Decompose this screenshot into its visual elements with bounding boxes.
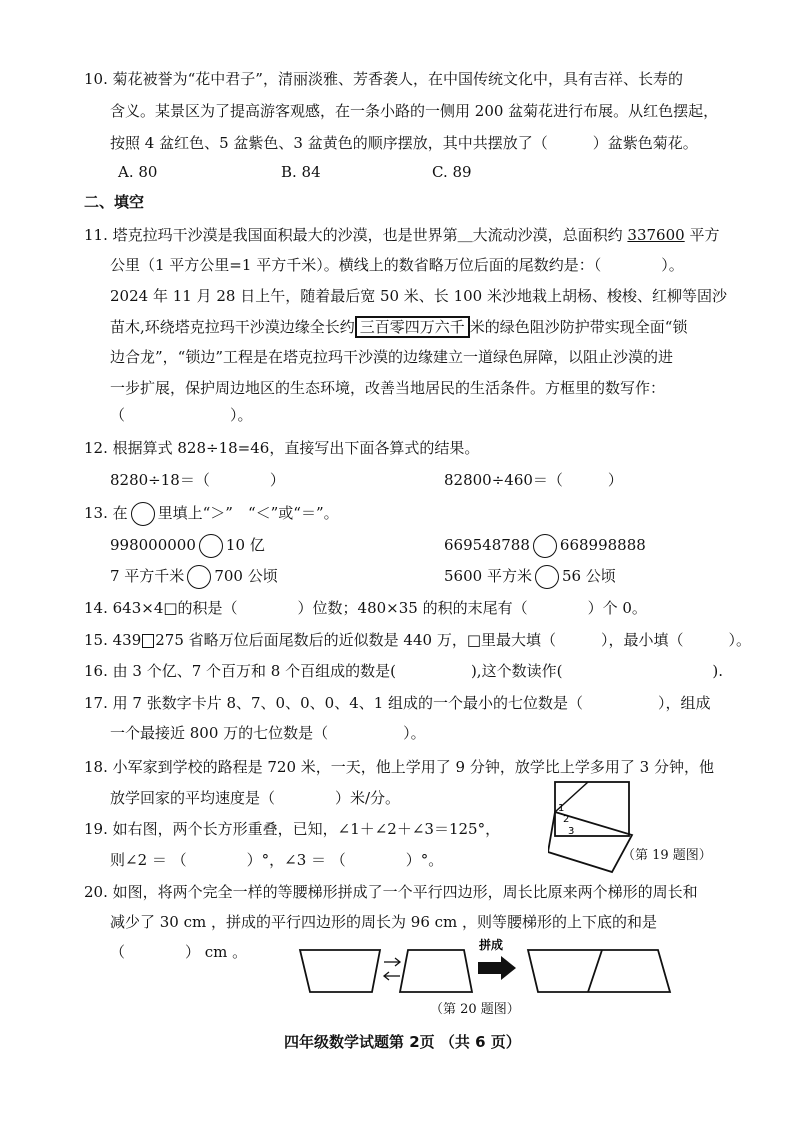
- tilted-rectangle: [548, 812, 632, 872]
- q11-line-4: [110, 317, 687, 337]
- q10-option-c: C. 89: [432, 163, 472, 181]
- q11-area-number: 337600: [627, 226, 685, 244]
- q15-b: 275 省略万位后面尾数后的近似数是 440 万，□里最大填（ ），最小填（ ）。: [155, 631, 752, 649]
- q20-figure: [298, 932, 702, 998]
- q11-line-1-a: 11. 塔克拉玛干沙漠是我国面积最大的沙漠，也是世界第＿大流动沙漠，总面积约: [84, 226, 628, 244]
- q11-line-1: [84, 225, 719, 245]
- parallelogram-divider: [588, 950, 602, 992]
- q13-value: 5600 平方米: [444, 567, 532, 585]
- q10-line-3: 按照 4 盆红色、5 盆紫色、3 盆黄色的顺序摆放，其中共摆放了（ ）盆紫色菊花。: [110, 134, 698, 152]
- combine-label: 拼成: [479, 938, 504, 952]
- q13-value: 998000000: [110, 536, 196, 554]
- q12-equation-1: 8280÷18＝（ ）: [110, 471, 285, 489]
- q19-caption: （第 19 题图）: [622, 848, 712, 863]
- q20-line-3: （ ） cm 。: [110, 943, 248, 961]
- q17-line-1: 17. 用 7 张数字卡片 8、7、0、0、0、4、1 组成的一个最小的七位数是（ ），组成: [84, 694, 711, 712]
- q13-value: 669548788: [444, 536, 530, 554]
- horizontal-rectangle: [555, 782, 629, 836]
- q11-line-1-b: 平方: [684, 226, 720, 244]
- q20-line-1: 20. 如图，将两个完全一样的等腰梯形拼成了一个平行四边形，周长比原来两个梯形的周长和: [84, 883, 698, 901]
- q11-boxed-number: 三百零四万六千: [355, 316, 470, 338]
- q13-stem-a: 13. 在: [84, 504, 128, 522]
- q18-line-1: 18. 小军家到学校的路程是 720 米，一天，他上学用了 9 分钟，放学比上学多用了 3 分钟，他: [84, 758, 714, 776]
- q10-line-1: 10. 菊花被誉为“花中君子”，清丽淡雅、芳香袭人，在中国传统文化中，具有吉祥、长寿的: [84, 70, 683, 88]
- q13-stem: [84, 502, 339, 526]
- q13-row-1-left: [110, 534, 265, 558]
- q20-caption: （第 20 题图）: [430, 1002, 520, 1017]
- q13-stem-b: 里填上“＞” “＜”或“＝”。: [157, 504, 339, 522]
- q12-stem: 12. 根据算式 828÷18=46，直接写出下面各算式的结果。: [84, 439, 480, 457]
- q16-line: 16. 由 3 个亿、7 个百万和 8 个百组成的数是( ),这个数读作( ).: [84, 662, 724, 680]
- q11-line-4-a: 苗木,环绕塔克拉玛干沙漠边缘全长约: [110, 318, 355, 336]
- compare-circle-input[interactable]: [535, 565, 559, 589]
- compare-circle-input[interactable]: [533, 534, 557, 558]
- q13-row-2-right: [444, 565, 616, 589]
- angle-3-label: 3: [568, 826, 575, 837]
- q11-line-6: 一步扩展，保护周边地区的生态环境，改善当地居民的生活条件。方框里的数写作：: [110, 379, 666, 397]
- compare-circle: [131, 502, 155, 526]
- q11-line-5: 边合龙”，“锁边”工程是在塔克拉玛干沙漠的边缘建立一道绿色屏障，以阻止沙漠的进: [110, 348, 674, 366]
- q19-line-1: 19. 如右图，两个长方形重叠，已知，∠1＋∠2＋∠3＝125°，: [84, 820, 501, 838]
- q13-value: 700 公顷: [214, 567, 278, 585]
- q12-equation-2: 82800÷460＝（ ）: [444, 471, 623, 489]
- angle-2-label: 2: [563, 814, 570, 825]
- q10-option-a: A. 80: [118, 163, 158, 181]
- q11-line-2: 公里（1 平方公里=1 平方千米）。横线上的数省略万位后面的尾数约是：（ ）。: [110, 256, 684, 274]
- page-footer: 四年级数学试题第 2页 （共 6 页）: [284, 1033, 521, 1051]
- q15-a: 15. 439: [84, 631, 142, 649]
- q13-value: 7 平方千米: [110, 567, 185, 585]
- q15-line: [84, 630, 751, 650]
- section-heading: 二、填空: [84, 193, 145, 211]
- q13-value: 668998888: [559, 536, 646, 554]
- trapezoid-1: [300, 950, 380, 992]
- q13-row-2-left: [110, 565, 278, 589]
- q13-value: 10 亿: [225, 536, 265, 554]
- blank-square: [142, 634, 154, 648]
- q14-line: 14. 643×4□的积是（ ）位数；480×35 的积的末尾有（ ）个 0。: [84, 599, 647, 617]
- trapezoid-2: [400, 950, 472, 992]
- q17-line-2: 一个最接近 800 万的七位数是（ ）。: [110, 724, 426, 742]
- q20-line-2: 减少了 30 cm ，拼成的平行四边形的周长为 96 cm ，则等腰梯形的上下底的和是: [110, 913, 658, 931]
- q18-line-2: 放学回家的平均速度是（ ）米/分。: [110, 789, 401, 807]
- q13-row-1-right: [444, 534, 646, 558]
- compare-circle-input[interactable]: [199, 534, 223, 558]
- combine-arrow-icon: [478, 956, 516, 980]
- q11-line-4-b: 米的绿色阻沙防护带实现全面“锁: [469, 318, 688, 336]
- compare-circle-input[interactable]: [187, 565, 211, 589]
- double-arrow: [384, 958, 400, 980]
- q10-line-2: 含义。某景区为了提高游客观感，在一条小路的一侧用 200 盆菊花进行布展。从红色摆起，: [110, 102, 719, 120]
- q19-line-2: 则∠2 ＝ （ ）°，∠3 ＝ （ ）°。: [110, 851, 444, 869]
- angle-1-label: 1: [558, 803, 565, 814]
- q11-line-7: （ ）。: [110, 406, 253, 424]
- q13-value: 56 公顷: [561, 567, 616, 585]
- q11-line-3: 2024 年 11 月 28 日上午，随着最后宽 50 米、长 100 米沙地栽上胡杨、梭梭、红柳等固沙: [110, 287, 727, 305]
- q10-option-b: B. 84: [281, 163, 321, 181]
